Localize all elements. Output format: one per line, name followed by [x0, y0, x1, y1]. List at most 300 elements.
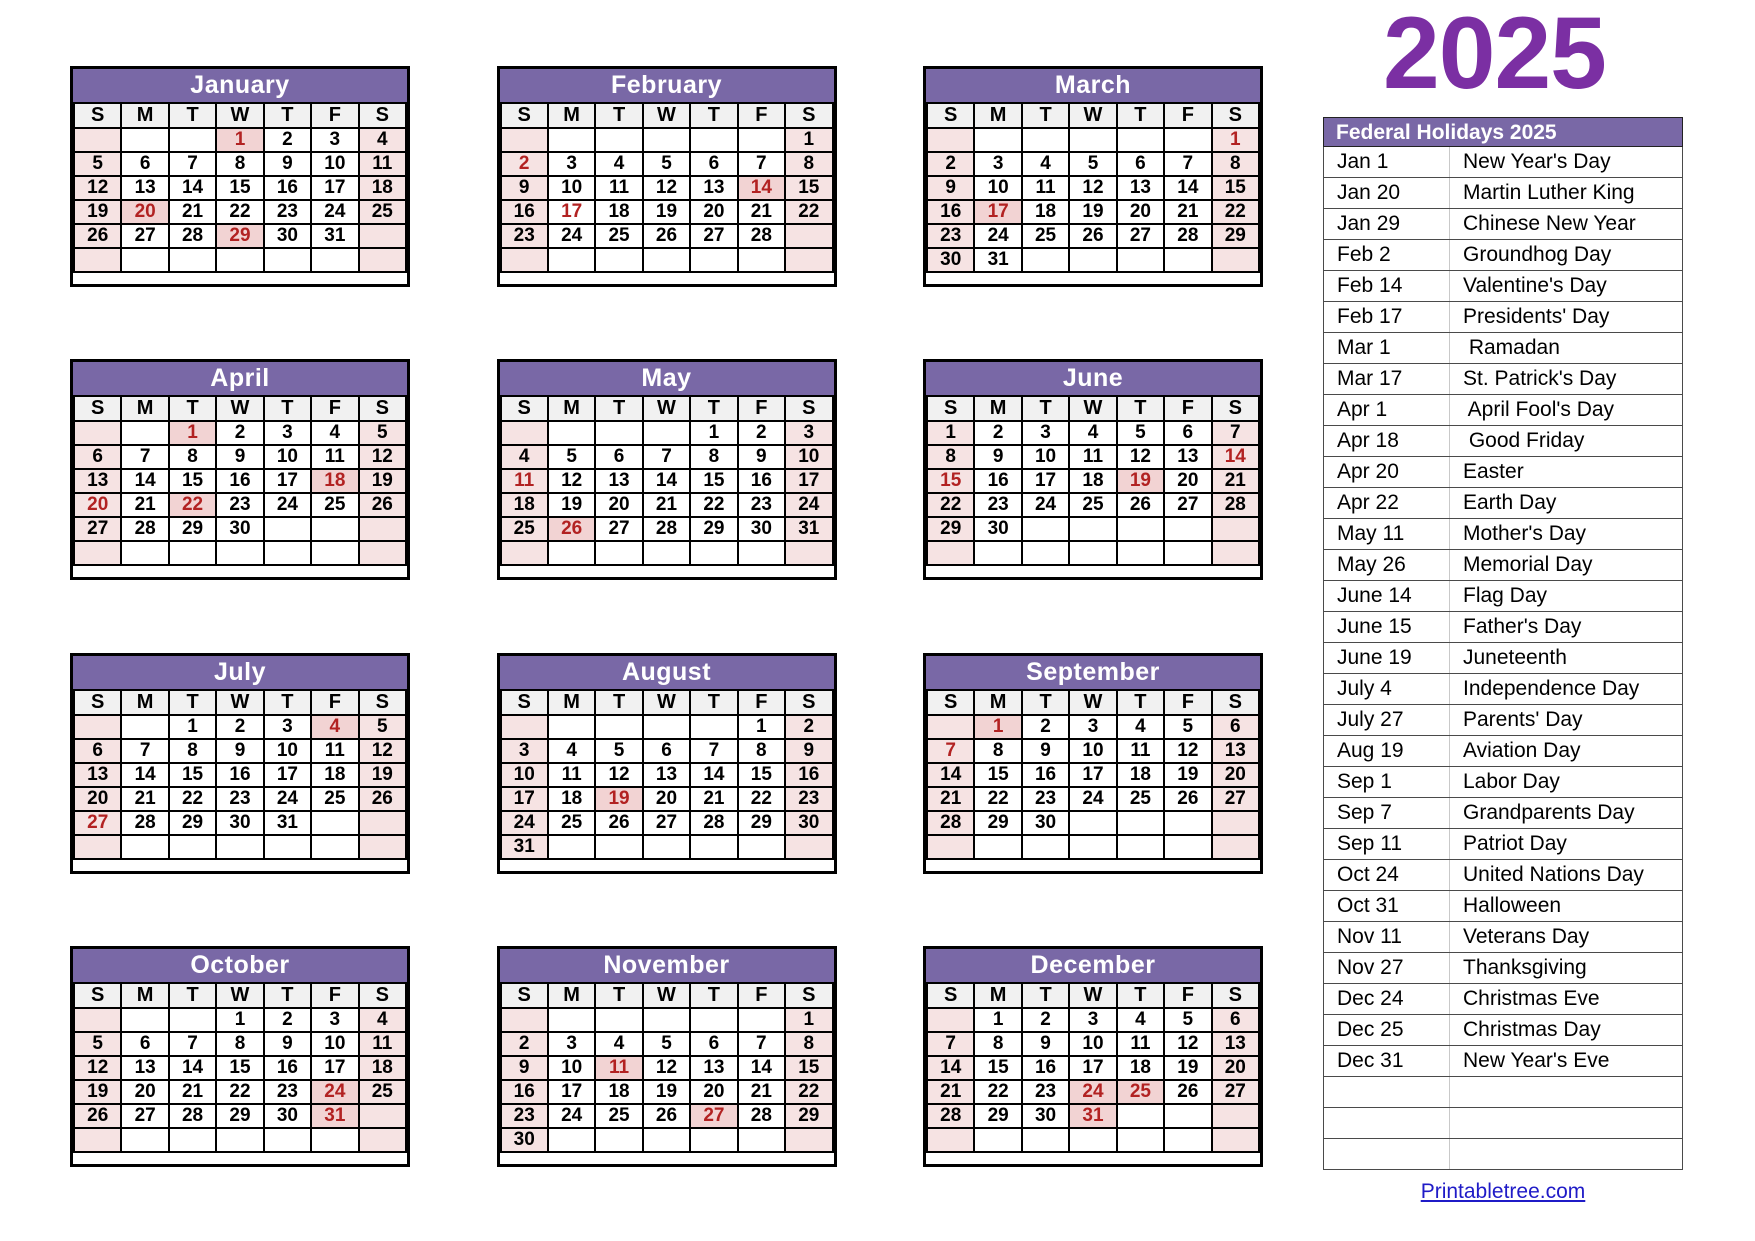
date-cell: 26 — [548, 517, 595, 541]
date-cell: 28 — [738, 1104, 785, 1128]
date-cell: 25 — [1022, 224, 1069, 248]
date-cell: 13 — [121, 1056, 168, 1080]
date-cell: 12 — [1164, 739, 1211, 763]
date-cell: 18 — [311, 469, 358, 493]
date-cell: 16 — [501, 200, 548, 224]
date-cell: 25 — [1117, 787, 1164, 811]
weekday-header: S — [501, 983, 548, 1008]
weekday-header: T — [1117, 103, 1164, 128]
weekday-header: W — [216, 983, 263, 1008]
date-cell: 23 — [1022, 787, 1069, 811]
date-cell-empty — [785, 1128, 832, 1152]
date-cell: 27 — [74, 811, 121, 835]
date-cell: 2 — [501, 152, 548, 176]
weekday-header: M — [121, 690, 168, 715]
weekday-header: T — [264, 103, 311, 128]
holiday-date: June 19 — [1324, 643, 1450, 674]
date-cell: 27 — [690, 224, 737, 248]
holiday-name: Presidents' Day — [1450, 302, 1683, 333]
weekday-header: S — [501, 690, 548, 715]
date-cell: 27 — [1164, 493, 1211, 517]
month-title: January — [73, 69, 407, 102]
holiday-name: New Year's Eve — [1450, 1046, 1683, 1077]
holiday-row — [1324, 1015, 1683, 1046]
date-cell: 23 — [216, 787, 263, 811]
date-cell: 12 — [1117, 445, 1164, 469]
date-cell: 25 — [501, 517, 548, 541]
weekday-header: T — [690, 690, 737, 715]
date-cell: 3 — [1069, 1008, 1116, 1032]
holiday-date: Nov 27 — [1324, 953, 1450, 984]
months-grid — [70, 66, 1263, 1167]
holiday-row — [1324, 643, 1683, 674]
date-cell-empty — [169, 248, 216, 272]
weekday-header: W — [643, 103, 690, 128]
date-cell-empty — [169, 1128, 216, 1152]
date-cell: 9 — [974, 445, 1021, 469]
date-cell: 30 — [264, 1104, 311, 1128]
date-cell-empty — [738, 1128, 785, 1152]
date-cell: 5 — [359, 715, 406, 739]
date-cell: 6 — [74, 739, 121, 763]
date-cell-empty — [643, 715, 690, 739]
date-cell: 18 — [501, 493, 548, 517]
date-cell: 28 — [169, 224, 216, 248]
holiday-row — [1324, 178, 1683, 209]
date-cell: 29 — [785, 1104, 832, 1128]
date-cell: 11 — [359, 1032, 406, 1056]
holiday-date: Mar 17 — [1324, 364, 1450, 395]
weekday-header: M — [974, 396, 1021, 421]
date-cell: 4 — [311, 715, 358, 739]
weekday-header: W — [216, 103, 263, 128]
date-cell-empty — [785, 224, 832, 248]
weekday-header: W — [1069, 690, 1116, 715]
date-cell: 25 — [595, 1104, 642, 1128]
date-cell-empty — [690, 541, 737, 565]
date-cell: 10 — [974, 176, 1021, 200]
date-cell-empty — [1164, 811, 1211, 835]
date-cell-empty — [1117, 1104, 1164, 1128]
date-cell: 16 — [501, 1080, 548, 1104]
date-cell-empty — [311, 541, 358, 565]
date-cell-empty — [548, 715, 595, 739]
date-cell: 9 — [264, 152, 311, 176]
date-cell-empty — [548, 541, 595, 565]
weekday-header: S — [1212, 396, 1259, 421]
date-cell-empty — [359, 1104, 406, 1128]
date-cell: 5 — [74, 152, 121, 176]
holiday-row — [1324, 302, 1683, 333]
date-cell: 19 — [643, 1080, 690, 1104]
date-cell: 6 — [1117, 152, 1164, 176]
holiday-row — [1324, 550, 1683, 581]
date-cell-empty — [264, 541, 311, 565]
federal-holidays-panel — [1323, 117, 1683, 1170]
holiday-row — [1324, 209, 1683, 240]
date-cell: 20 — [690, 1080, 737, 1104]
federal-holidays-header: Federal Holidays 2025 — [1323, 117, 1683, 147]
weekday-header: W — [643, 396, 690, 421]
date-cell: 9 — [264, 1032, 311, 1056]
date-cell: 15 — [1212, 176, 1259, 200]
date-cell: 23 — [264, 200, 311, 224]
holiday-date: Feb 17 — [1324, 302, 1450, 333]
date-cell: 22 — [738, 787, 785, 811]
date-cell: 29 — [927, 517, 974, 541]
date-cell: 30 — [785, 811, 832, 835]
date-cell: 17 — [974, 200, 1021, 224]
date-cell-empty — [501, 715, 548, 739]
date-cell: 23 — [927, 224, 974, 248]
date-cell: 16 — [1022, 1056, 1069, 1080]
date-cell-empty — [1117, 541, 1164, 565]
date-cell: 19 — [1164, 1056, 1211, 1080]
date-cell: 10 — [1022, 445, 1069, 469]
date-cell: 11 — [501, 469, 548, 493]
date-cell: 13 — [1117, 176, 1164, 200]
date-cell-empty — [927, 128, 974, 152]
date-cell: 10 — [548, 176, 595, 200]
date-cell-empty — [974, 835, 1021, 859]
date-cell: 24 — [1069, 787, 1116, 811]
date-cell: 12 — [359, 445, 406, 469]
weekday-header: S — [501, 103, 548, 128]
date-cell: 10 — [548, 1056, 595, 1080]
date-cell: 21 — [1212, 469, 1259, 493]
date-cell-empty — [1164, 517, 1211, 541]
date-cell: 1 — [690, 421, 737, 445]
month-title: May — [500, 362, 834, 395]
month-title: February — [500, 69, 834, 102]
date-cell: 4 — [1069, 421, 1116, 445]
date-cell: 22 — [169, 493, 216, 517]
date-cell: 7 — [121, 739, 168, 763]
date-cell: 3 — [264, 421, 311, 445]
date-cell-empty — [1164, 128, 1211, 152]
holiday-date: Dec 25 — [1324, 1015, 1450, 1046]
date-cell: 31 — [264, 811, 311, 835]
date-cell: 13 — [690, 176, 737, 200]
date-cell: 28 — [927, 811, 974, 835]
date-cell-empty — [690, 128, 737, 152]
date-cell: 24 — [974, 224, 1021, 248]
printabletree-link[interactable]: Printabletree.com — [1420, 1180, 1586, 1203]
date-cell: 24 — [501, 811, 548, 835]
weekday-header: W — [1069, 103, 1116, 128]
date-cell: 29 — [974, 811, 1021, 835]
weekday-header: S — [74, 690, 121, 715]
date-cell: 29 — [690, 517, 737, 541]
date-cell-empty — [359, 541, 406, 565]
date-cell: 17 — [311, 176, 358, 200]
date-cell: 10 — [264, 739, 311, 763]
month-calendar-august — [497, 653, 837, 874]
holiday-date: Nov 11 — [1324, 922, 1450, 953]
date-cell: 10 — [311, 152, 358, 176]
weekday-header: S — [359, 396, 406, 421]
date-cell: 18 — [548, 787, 595, 811]
date-cell: 11 — [1069, 445, 1116, 469]
date-cell-empty — [121, 541, 168, 565]
date-cell-empty — [690, 715, 737, 739]
date-cell-empty — [643, 1128, 690, 1152]
date-cell: 8 — [738, 739, 785, 763]
date-cell: 28 — [738, 224, 785, 248]
date-cell: 14 — [1164, 176, 1211, 200]
weekday-header: S — [1212, 983, 1259, 1008]
date-cell: 1 — [1212, 128, 1259, 152]
date-cell: 1 — [169, 715, 216, 739]
date-cell: 5 — [1117, 421, 1164, 445]
date-cell: 6 — [121, 1032, 168, 1056]
date-cell: 8 — [169, 445, 216, 469]
weekday-header: M — [548, 396, 595, 421]
date-cell: 26 — [643, 224, 690, 248]
weekday-header: W — [216, 396, 263, 421]
date-cell: 17 — [548, 200, 595, 224]
date-cell: 17 — [548, 1080, 595, 1104]
holiday-name: Veterans Day — [1450, 922, 1683, 953]
date-cell: 15 — [738, 763, 785, 787]
date-cell: 2 — [927, 152, 974, 176]
weekday-header: F — [311, 983, 358, 1008]
date-cell: 31 — [311, 224, 358, 248]
holiday-date: May 26 — [1324, 550, 1450, 581]
date-cell: 26 — [74, 224, 121, 248]
date-cell: 16 — [264, 1056, 311, 1080]
date-cell: 19 — [359, 469, 406, 493]
date-cell-empty — [974, 1128, 1021, 1152]
date-cell: 10 — [311, 1032, 358, 1056]
holiday-date: Dec 24 — [1324, 984, 1450, 1015]
holiday-row — [1324, 364, 1683, 395]
date-cell: 7 — [738, 1032, 785, 1056]
weekday-header: S — [359, 103, 406, 128]
date-cell-empty — [264, 517, 311, 541]
holiday-date: Dec 31 — [1324, 1046, 1450, 1077]
holiday-row — [1324, 581, 1683, 612]
date-cell: 11 — [311, 739, 358, 763]
date-cell: 16 — [216, 763, 263, 787]
date-cell-empty — [216, 541, 263, 565]
weekday-header: S — [785, 983, 832, 1008]
date-cell-empty — [927, 1128, 974, 1152]
holiday-row — [1324, 488, 1683, 519]
date-cell: 29 — [216, 1104, 263, 1128]
date-cell: 16 — [216, 469, 263, 493]
weekday-header: T — [595, 103, 642, 128]
date-cell: 11 — [359, 152, 406, 176]
weekday-header: T — [1022, 103, 1069, 128]
date-cell: 22 — [216, 200, 263, 224]
holiday-row — [1324, 860, 1683, 891]
date-cell-empty — [548, 1128, 595, 1152]
date-cell: 26 — [643, 1104, 690, 1128]
date-cell: 22 — [1212, 200, 1259, 224]
date-cell: 29 — [169, 811, 216, 835]
holiday-date — [1324, 1077, 1450, 1108]
date-cell: 13 — [1212, 739, 1259, 763]
date-cell: 30 — [216, 517, 263, 541]
holiday-name: Independence Day — [1450, 674, 1683, 705]
date-cell-empty — [359, 224, 406, 248]
date-cell: 19 — [548, 493, 595, 517]
date-cell: 1 — [927, 421, 974, 445]
date-cell: 13 — [690, 1056, 737, 1080]
date-cell: 28 — [1164, 224, 1211, 248]
date-cell: 18 — [311, 763, 358, 787]
holiday-name: Halloween — [1450, 891, 1683, 922]
date-cell: 2 — [1022, 715, 1069, 739]
date-cell: 4 — [1022, 152, 1069, 176]
date-cell: 5 — [643, 152, 690, 176]
date-cell: 24 — [548, 224, 595, 248]
date-cell: 29 — [169, 517, 216, 541]
date-cell: 17 — [264, 763, 311, 787]
date-cell: 14 — [1212, 445, 1259, 469]
holiday-name: Groundhog Day — [1450, 240, 1683, 271]
date-cell-empty — [595, 248, 642, 272]
date-cell: 9 — [501, 176, 548, 200]
date-cell: 29 — [1212, 224, 1259, 248]
date-cell-empty — [1212, 1128, 1259, 1152]
date-cell: 11 — [1022, 176, 1069, 200]
date-cell: 22 — [785, 200, 832, 224]
date-cell: 3 — [1022, 421, 1069, 445]
date-cell: 20 — [1117, 200, 1164, 224]
month-calendar-november — [497, 946, 837, 1167]
date-cell: 15 — [216, 176, 263, 200]
weekday-header: S — [927, 396, 974, 421]
date-cell: 1 — [216, 128, 263, 152]
holiday-date: June 15 — [1324, 612, 1450, 643]
holiday-date: July 4 — [1324, 674, 1450, 705]
date-cell: 6 — [1212, 1008, 1259, 1032]
date-cell: 26 — [359, 493, 406, 517]
holiday-date: Jan 20 — [1324, 178, 1450, 209]
date-cell: 22 — [974, 787, 1021, 811]
date-cell: 22 — [169, 787, 216, 811]
date-cell-empty — [595, 128, 642, 152]
date-cell: 14 — [927, 763, 974, 787]
date-cell: 10 — [785, 445, 832, 469]
date-cell-empty — [595, 835, 642, 859]
date-cell-empty — [74, 128, 121, 152]
date-cell: 12 — [643, 176, 690, 200]
date-cell: 23 — [501, 1104, 548, 1128]
date-cell: 6 — [690, 1032, 737, 1056]
date-cell: 5 — [1164, 1008, 1211, 1032]
holiday-row-empty — [1324, 1108, 1683, 1139]
date-cell: 21 — [927, 1080, 974, 1104]
date-cell: 31 — [501, 835, 548, 859]
date-cell: 1 — [785, 1008, 832, 1032]
weekday-header: F — [738, 690, 785, 715]
weekday-header: S — [1212, 690, 1259, 715]
date-cell: 21 — [121, 787, 168, 811]
date-cell: 28 — [690, 811, 737, 835]
weekday-header: T — [690, 396, 737, 421]
date-cell: 26 — [1164, 1080, 1211, 1104]
date-cell-empty — [1164, 1104, 1211, 1128]
date-cell: 2 — [738, 421, 785, 445]
date-cell: 7 — [927, 1032, 974, 1056]
weekday-header: T — [595, 983, 642, 1008]
date-cell-empty — [311, 1128, 358, 1152]
date-cell-empty — [1212, 248, 1259, 272]
weekday-header: T — [595, 690, 642, 715]
date-cell: 11 — [595, 176, 642, 200]
date-cell: 14 — [927, 1056, 974, 1080]
date-cell: 30 — [501, 1128, 548, 1152]
date-cell-empty — [359, 517, 406, 541]
weekday-header: M — [974, 690, 1021, 715]
date-cell: 4 — [1117, 1008, 1164, 1032]
date-cell: 28 — [121, 811, 168, 835]
date-cell-empty — [548, 835, 595, 859]
holiday-date: Apr 18 — [1324, 426, 1450, 457]
holiday-date: Oct 31 — [1324, 891, 1450, 922]
date-cell: 12 — [1069, 176, 1116, 200]
date-cell: 8 — [974, 1032, 1021, 1056]
holiday-name: Labor Day — [1450, 767, 1683, 798]
date-cell: 13 — [1164, 445, 1211, 469]
holiday-name — [1450, 1139, 1683, 1170]
date-cell: 1 — [785, 128, 832, 152]
date-cell: 2 — [216, 421, 263, 445]
date-cell: 22 — [785, 1080, 832, 1104]
date-cell: 8 — [1212, 152, 1259, 176]
date-cell: 29 — [738, 811, 785, 835]
date-cell-empty — [643, 1008, 690, 1032]
date-cell: 25 — [1069, 493, 1116, 517]
date-cell-empty — [1117, 811, 1164, 835]
date-cell: 28 — [927, 1104, 974, 1128]
date-cell: 31 — [1069, 1104, 1116, 1128]
date-cell: 28 — [121, 517, 168, 541]
date-cell: 4 — [548, 739, 595, 763]
holiday-date: Sep 1 — [1324, 767, 1450, 798]
date-cell-empty — [690, 248, 737, 272]
date-cell: 15 — [169, 469, 216, 493]
date-cell: 20 — [643, 787, 690, 811]
date-cell-empty — [1069, 128, 1116, 152]
weekday-header: S — [74, 983, 121, 1008]
date-cell: 15 — [927, 469, 974, 493]
holiday-date: Apr 20 — [1324, 457, 1450, 488]
date-cell-empty — [311, 248, 358, 272]
holiday-name: United Nations Day — [1450, 860, 1683, 891]
weekday-header: F — [1164, 690, 1211, 715]
date-cell: 16 — [264, 176, 311, 200]
date-cell: 19 — [74, 200, 121, 224]
date-cell-empty — [927, 715, 974, 739]
date-cell: 27 — [121, 1104, 168, 1128]
date-cell: 11 — [1117, 739, 1164, 763]
date-cell: 21 — [690, 787, 737, 811]
date-cell-empty — [738, 128, 785, 152]
date-cell: 28 — [1212, 493, 1259, 517]
date-cell: 3 — [1069, 715, 1116, 739]
date-cell: 2 — [1022, 1008, 1069, 1032]
holiday-date: Jan 29 — [1324, 209, 1450, 240]
date-cell: 30 — [1022, 811, 1069, 835]
holiday-row — [1324, 984, 1683, 1015]
month-title: March — [926, 69, 1260, 102]
date-cell: 11 — [311, 445, 358, 469]
date-cell-empty — [1117, 517, 1164, 541]
